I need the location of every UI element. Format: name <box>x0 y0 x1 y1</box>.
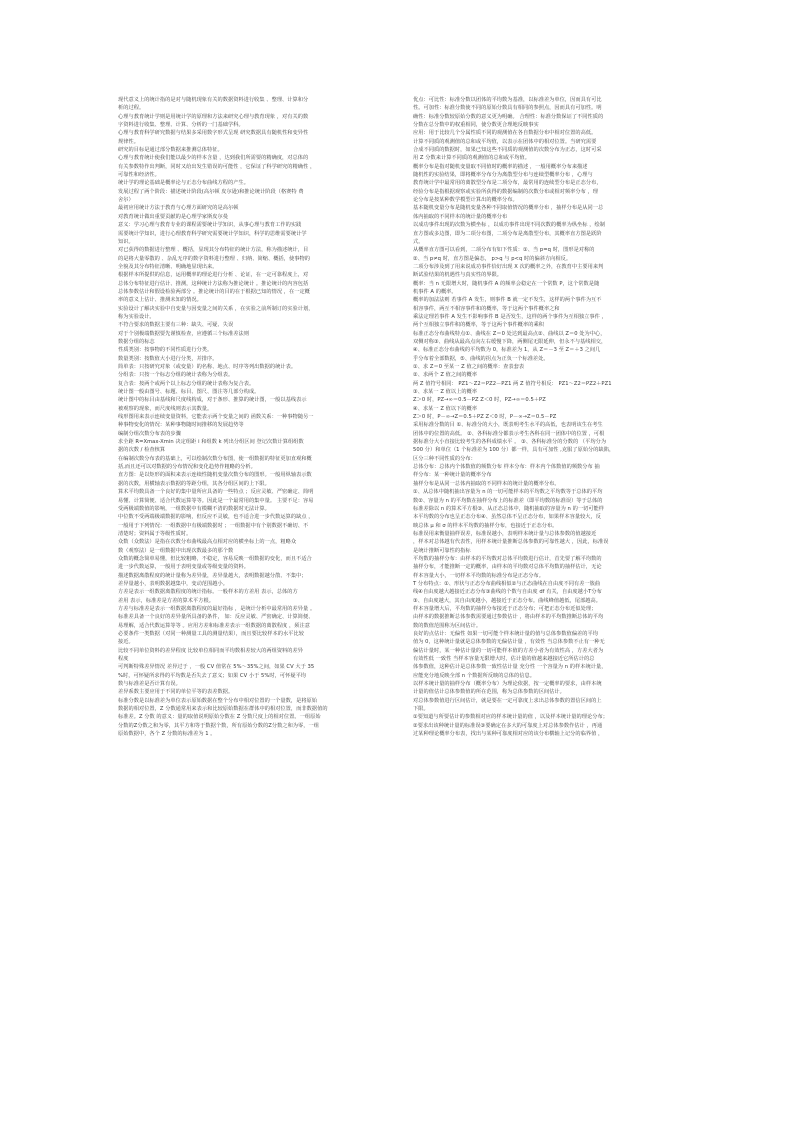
text-line: 标准分数是以标准差为单位表示原始数据在整个分布中相对位置的一个量数，是将原始 <box>118 697 318 704</box>
text-line: 编制分组次数分布表的步骤 <box>118 430 181 437</box>
text-line: ③、自由度越大，其自由度越小，越接近于正态分布。曲线峰值越低，尾部越高。 <box>413 597 602 604</box>
text-line: 总体分布特征进行估计、推测，这种统计方法称为推论统计 。推论统计的内容包括 <box>118 280 309 287</box>
text-line: 性。可加性：标准分数使不同的原始分数具有相同的参照点，因而具有可加性。明 <box>413 105 602 112</box>
text-line: 性质类别：按事物的不同性质进行分类。 <box>118 347 213 354</box>
text-line: ③、求某一 Z 值以上的概率 <box>413 389 478 396</box>
text-line: T 分布特点：①、形状与正态分布曲线相似②与正态曲线在自由度不同有差一簇曲 <box>413 580 601 587</box>
text-line: 计量的值估计总体参数值的所在范围，称为总体参数的区间估计。 <box>413 689 565 696</box>
text-line: 研究的目标是通过部分数据来推测总体特征。 <box>118 147 223 154</box>
text-line: ①、求 Z＝0 至某一 Z 值之间的概率：查表套表 <box>413 364 525 370</box>
text-line: 被观察的现象，而尺度线则表示其数量。 <box>118 405 213 412</box>
text-line: 从概率直方图可以看到，二项分布有如下性质：①、当 p=q 时，图形是对称的 <box>413 247 595 254</box>
text-line: 式。 <box>413 238 424 245</box>
text-line: 统计学的理论基础是概率论与正态分布曲线方程的产生。 <box>118 180 249 187</box>
text-line: 方差与标准差是表示一组数据离散程度的最好指标 ，是统计分析中最常用的差异量 。 <box>118 605 316 612</box>
text-line: 标准正态分布曲线特点①、曲线在 Z＝0 处达到最高点②、曲线以 Z＝0 处为中心， <box>413 330 606 337</box>
text-line: 需要统计学知识，进行心理教育科学研究需要统计学知识，科学的思维需要统计学 <box>118 230 307 237</box>
text-line: 良好的点估计：无偏性 如果一切可能个样本统计量的值与总体参数值偏差的平均 <box>413 631 599 637</box>
text-line: 对于个别极端数据要先谨慎检查，应遵循三个标准差法则 <box>118 330 249 337</box>
text-line: 接近。 <box>118 639 134 646</box>
text-line: 概率：当 n 无限增大时，随机事件 A 的频率会稳定在一个常数 P，这个常数是随 <box>413 280 600 287</box>
text-line: 析的过程。 <box>118 105 145 112</box>
text-line: ②、求两个 Z 值之间的概率 <box>413 372 478 379</box>
text-line: 统计图中的标目由基线和尺度线构成，对于条形、推算的统计图，一般以基线表示 <box>118 397 307 404</box>
text-line: 比较不同单位资料的差异程度 比较单位相同而平均数相差较大的两组资料的差异 <box>118 647 304 654</box>
text-line: 合成不同质的数据时，如果已知这些不同质的观测值的次数分布为正态，这时可采 <box>413 147 602 154</box>
text-line: 心理与教育统计使我们能以最少的样本含量 ，达到我们所需要的精确度，对总体的 <box>118 155 309 162</box>
text-line: 体参数值，这种估计是总体参数一致性估计量 充分性 一个容量为 n 的样本统计量， <box>413 664 607 671</box>
text-line: 映总体 μ 和 σ 的样本平均数的抽样分布，也接近于正态分布。 <box>413 522 558 529</box>
text-line: 应能充分地反映全部 n 个数据所反映的总体的信息。 <box>413 672 535 679</box>
text-line: 概率的加法法则 若事件 A 发生，则事件 B 就一定不发生，这样的两个事件为互不 <box>413 297 602 304</box>
text-line: 求全距 R=Xmax-Xmin 决定组距 i 和组数 k 列出分组区间 登记次数计算组组数 <box>118 439 304 446</box>
text-line: 差用 表示，标准差是方差的算术平方根。 <box>118 597 214 604</box>
text-line: 经验分布是指根据观察或实验所获得的数据编制的次数分布或相对频率分布 ，理 <box>413 188 599 195</box>
text-line: 随机性的实验结果，即将概率分布分为离散型分布与连续型概率分布 ，心理与 <box>413 172 593 179</box>
left-text-column <box>118 96 406 738</box>
text-line: 实验设计了解决实验中自变量与因变量之间的关系 ，在实验之前所制订的实验计划， <box>118 305 314 312</box>
text-line: 二项分布涉及到了用来说成功事件恰好出现 X 次的概率之外，在教育中主要用来判 <box>413 263 604 270</box>
text-line: 体内抽取的不同样本的统计量的概率分布 <box>413 213 508 220</box>
text-line: 心理与教育统计学则是用统计学的原理和方法来研究心理与教育现象 ，对有关的数 <box>118 113 309 120</box>
text-line: 样本容量大小，一切样本平均数的标准分布是正态分布。 <box>413 572 544 579</box>
text-line: 对总体参数值进行区间估计，就是要在一定可靠度上求出总体参数的置信区间的上 <box>413 697 602 704</box>
text-line: 数的数值范围称为区间估计。 <box>413 622 482 629</box>
text-line: 一般用于下列情况：一组数据中有极端数据时 ；一组数据中有个别数据不确切、不 <box>118 522 309 529</box>
text-line: Z＞0 时，P－∞→Z＝0.5＋PZ Z＜0 时，P－∞→Z＝0.5－PZ <box>413 414 557 421</box>
text-line: 是统计推断可靠性的指标 <box>413 547 471 554</box>
text-line: 字资料进行收集、整理、计算、分析的一门基础学科。 <box>118 122 244 129</box>
text-line: 标准误用来衡量抽样误差，标准误越小，表明样本统计量与总体参数的值越接近 <box>413 530 597 537</box>
text-line: 括,而且还可以对数据的分布情况和变化趋势作粗略的分析。 <box>118 464 256 471</box>
text-line: 统计图一般由图号、标题、标目、图尺、图注等几部分构成。 <box>118 389 260 396</box>
text-line: 线④自由度越大越接近正态分布③曲线的个数与自由度 df 有关，自由度越小T分布 <box>413 589 602 596</box>
text-line: 差异量越小，表明数据越集中，变动范围越小。 <box>118 580 228 587</box>
text-line: 可靠性和经济性。 <box>118 172 160 179</box>
text-line: 采用标准分数的目 ①、标准分的大小，既表明考生水平的高低，也表明该生在考生 <box>413 422 603 429</box>
text-line: 数据分组的标志 <box>118 338 155 345</box>
text-line: 率的意义上估计、推测未知的情况。 <box>118 297 202 304</box>
text-line: 复合表：按两个或两个以上标志分组的统计表称为复合表。 <box>118 380 255 387</box>
text-line: 抽样分布是从同一总体内抽取的不同样本的统计量的概率分布。 <box>413 480 560 487</box>
text-line: 受两极端数值的影响，一组数据中有模糊不清的数据时无法计算。 <box>118 505 270 512</box>
text-line: 清楚时；资料属于等级性质时。 <box>118 530 192 537</box>
text-line: 据标准分大小直接比较考生的各科成绩水平 。 ③、各科标准分的分数的 （平均分为 <box>413 439 607 446</box>
text-line: 下限。 <box>413 706 429 713</box>
text-line: 由样本的数据推断总体参数需要通过参数估计 ，将由样本的平均数推断总体的平均 <box>413 614 604 621</box>
text-line: 原始数据中，各个 Z 分数的标准差为 1 。 <box>118 731 216 738</box>
text-line: 总体参数估计和假设检验两部分 。推论统计的目的在于根据已知的情况 ，在一定概 <box>118 288 310 295</box>
text-line: 易懂、计算简便、适合代数运算等等。因此是一个最常用的集中量。 主要不足：容易 <box>118 497 314 504</box>
text-line: 称为实验设计。 <box>118 313 155 320</box>
text-line: 数与标准差是否计算有误。 <box>118 681 181 688</box>
text-line: %时，可怀疑所求得的平均数是否失去了意义；如果 CV 小于 5%时，可怀疑平均 <box>118 672 307 679</box>
text-line: Z＞0 时，PZ→∞＝0.5－PZ Z＜0 时，PZ→∞＝0.5＋PZ <box>413 397 546 404</box>
text-line: 进一步代数运算，一般用于表明变量或等级变量的资料。 <box>118 564 249 571</box>
text-line: 值为 0，这种统计量就是总体参数的无偏估计量 ，有效性 当总体参数不止有一种无 <box>413 639 605 646</box>
text-line: 根据样本所提供的信息，运用概率的理论进行分析 、论证，在一定可靠程度上，对 <box>118 272 309 279</box>
text-line: 标准差。Z 分数 的意义：量的取值说明原始分数在 Z 分数尺度上的相对位置。一组原始 <box>118 714 321 721</box>
text-line: 抽样分布，才能推断一定的概率，由样本的平均数对总体平均数的抽样估计，无论 <box>413 564 602 571</box>
text-line: 线形图用来表示连续变量资料，它能表示两个变量之间的 函数关系：一种事物随另一 <box>118 414 314 421</box>
text-line: 分数的Z分数之和为零，其平方和等于数据个数，所有原始分数的Z分数之和为零，一组 <box>118 722 319 729</box>
text-line: 全貌及其分布特征清晰、明确地显现出来。 <box>118 263 218 270</box>
text-line: ，样本对总体越有代表性，用样本统计量推断总体参数的可靠性越大 ，因此，标准误 <box>413 539 609 546</box>
text-line: 过某种理论概率分布表，找出与某种可靠度相对应的该分布横轴上记分的临界值 ， <box>413 731 604 738</box>
text-line: 舍尔） <box>118 197 134 204</box>
text-line: 规律性。 <box>118 138 139 145</box>
text-line: 教育统计学中最常用的离散型分布是二项分布，最常用的连续型分布是正态分布， <box>413 180 602 187</box>
text-line: 用 Z 分数来计算不同质的观测值的总和或平均值。 <box>413 155 530 162</box>
right-text-column <box>413 96 701 738</box>
text-line: 不符合要求的数据主要有三种：缺失、可疑、失误 <box>118 322 234 329</box>
text-line: 必要条件一类数据（对同一种测量工具的测量结果），而且要比较样本的水平比较 <box>118 631 304 637</box>
text-line: 心理与教育科学研究数据与结果多采用数字形式呈现 研究数据具有随机性和变异性 <box>118 130 309 137</box>
text-line: 程度 <box>118 656 129 663</box>
text-line: 论分布是按某种数学模型计算出的概率分布。 <box>413 197 518 204</box>
text-line: 差异系数主要应用于不同的单位平等的表差数据。 <box>118 689 234 696</box>
text-line: 算术平均数具备一个良好的集中量所应具备的一些特点 ；反应灵敏、严密确定、简明 <box>118 489 314 496</box>
text-line: 在编制次数分布表的基础上，可以绘制次数分布图，使一组数据的特征更加直观和概 <box>118 455 312 462</box>
text-line: 优点：可比性：标准分数以团体的平均数为基准，以标准差为单位，因而具有可比 <box>413 97 602 103</box>
text-line: 数（观察法）是一组数据中出现次数最多的那个数 <box>118 547 234 554</box>
text-line: 乎分布着全部数据，⑤、曲线的拐点为正负一个标准差处。 <box>413 355 549 362</box>
text-line: 乘法定理若事件 A 发生不影响事件 B 是否发生，这样的两个事件为互相独立事件 ， <box>413 313 607 320</box>
text-line: 断试验结果的机遇性与真实性的界限。 <box>413 272 503 279</box>
text-line: 直方图或多边图，即为二项分布图，二项分布是离散型分布，其概率直方图是跃阶 <box>413 230 602 237</box>
text-line: 区分三种不同性质的分布： <box>413 455 476 462</box>
text-line: 偏估计量时，某一种估计量的一切可能样本值的方差小者为有效性高 ，方差大者为 <box>413 647 604 654</box>
text-line: 两个互相独立事件积的概率，等于这两个事件概率的乘积 <box>413 322 544 329</box>
text-line: ④、标准正态分布曲线的平均数为 0，标准差为 1，从 Z＝－3 至 Z＝＋3 之间几 <box>413 347 601 354</box>
text-line: 概率分布是指对随机变量取不同值时的概率的描述 ，一般用概率分布来描述 <box>413 163 588 170</box>
text-line: 分组表：只按一个标志分组的统计表称为分组表。 <box>118 372 234 379</box>
text-line: 样本容量增大后，平均数的抽样分布接近于正态分布；可把正态分布近似处理； <box>413 605 597 612</box>
text-line: 确性：标准分数较原始分数的意义更为明确。 合理性：标准分数保证了不同性质的 <box>413 113 604 120</box>
text-line: 简单表：只按研究对象（或变量）的名称、地点、时序等列出数据的统计表。 <box>118 364 297 370</box>
text-line: 应用：用于比较几个分属性质不同的观测值在各自数据分布中相对位置的高低。 <box>413 130 597 137</box>
text-line: 双侧对称③、曲线从最高点向左右缓慢下降，两侧尾无限延伸，但永不与基线相交， <box>413 338 607 345</box>
text-line: 众数（众数法）是指在次数分布曲线最高点相对应的横坐标上的一点，粗略众 <box>118 539 297 546</box>
text-line: 总体分布：总体内个体数值的频数分布 样本分布：样本内个体数值的频数分布 抽 <box>413 464 600 471</box>
text-line: 众数的概念简单易懂，但比较粗略，不稳定，容易反映一组数据的变化，而且不适合 <box>118 555 312 562</box>
text-line: 有效性低 一致性 当样本容量无限增大时，估计量的值越来越接近它所估计的总 <box>413 656 595 663</box>
text-line: 描述数据离散程度的统计量称为差异量，差异量越大，表明数据越分散、不集中； <box>118 572 307 579</box>
text-line: 直方图：是以矩形的面积来表示连续性随机变量次数分布的图形。一般用纵轴表示数 <box>118 472 312 479</box>
text-line: 基本随机变量分布是随机变量各种不同取值情况的概率分布 ，抽样分布是从同一总 <box>413 205 604 212</box>
text-line: 中位数不受两端极端数据的影响，但反应不灵敏，也不适合进一步代数运算的缺点 ， <box>118 514 314 521</box>
text-line: 分数在总分数中的权重相同，使分数更合理地反映事实 <box>413 122 539 129</box>
text-line: 以样本统计量的抽样分布（概率分布）为理论依据，按一定概率的要求，由样本统 <box>413 681 602 688</box>
text-line: 数②、容量为 n 的平均数在抽样分布上的标准差（即平均数的标准误）等于总体的 <box>413 497 603 504</box>
text-line: 的是将大量零散的 、杂乱无序的数字资料进行整理 、归纳、简缩、概括，使事物的 <box>118 255 310 262</box>
text-line: 数据的相对位置，Z 分数通常用来表示和比较原始数据在群体中的相对位置，而非数据值的 <box>118 706 328 713</box>
text-line: 平均数的抽样分布：由样本的平均数对总体平均数进行估计，首先要了解平均数的 <box>413 555 602 562</box>
text-line: 有关参数特作出判断，同时又给出发生错误的可能性 ，它保证了科学研究的精确性 ， <box>118 163 316 170</box>
text-line: 现代意义上的统计指的是对与随机现象有关的数据资料进行收集 、整理、计算和分 <box>118 97 309 103</box>
text-line: 团体中的位置的高低。 ②、各科标准分都表示考生各科在同一团体中的位置 ，可根 <box>413 430 605 437</box>
text-line: 数量类别：按数值大小进行分类，并排序。 <box>118 355 218 362</box>
text-line: ①、从总体中随机抽出容量为 n 的一切可能样本的平均数之平均数等于总体的平均 <box>413 489 603 496</box>
text-line: 样分布：某一种统计量的概率分布 <box>413 472 492 479</box>
text-line: 最初应用统计方法于教育与心理方面研究的是高尔顿 <box>118 205 239 212</box>
text-line: ②、当 p≠q 时，直方图是偏态， p>q 与 p<q 时的偏斜方向相反。 <box>413 255 572 262</box>
text-line: 据的次数，用横轴表示数据的等距分组，其各分组区间的上下限。 <box>118 480 270 487</box>
text-line: 标准差除以 n 的算术平方根③、从正态总体中，随机抽取的容量为 n 的一切可能样 <box>413 505 605 512</box>
text-line: 易理解，适合代数运算等等 。应用方差和标准差表示一组数据的离散程度 ，须注意 <box>118 622 310 629</box>
text-line: 发展过程了两个阶段：描述统计阶段(高尔顿 皮尔逊)和推论统计阶段（格赛特 费 <box>118 188 304 195</box>
text-line: 知识。 <box>118 238 134 245</box>
text-line: 两 Z 值符号相同： PZ1～Z2＝PZ2－PZ1 两 Z 值符号相反： PZ1～Z2＝PZ2＋PZ1 <box>413 380 612 387</box>
text-line: 500 分）和单位（1 个标准差为 100 分）都一样，具有可加性 ,克服了原始分的缺陷， <box>413 447 615 454</box>
text-line: 相容事件，两互不相容事件和的概率，等于这两个事件概率之和 <box>413 305 560 312</box>
text-line: ②要求出该种统计量的标准误③要确定在多大的可靠度上对总体参数作估计 ，再通 <box>413 722 603 729</box>
text-line: 方差是表示一组数据离散程度的统计指标。一般样本的方差用 表示，总体的方 <box>118 589 298 596</box>
text-line: 对教育统计做出重要贡献的是心理学家斯皮尔曼 <box>118 213 228 220</box>
text-line: 以成功事件出现的次数为横坐标 ，以成功事件出现不同次数的概率为纵坐标 ，绘制 <box>413 222 605 229</box>
text-line: 意义：学习心理与教育专业的课程需要统计学知识，从事心理与教育工作的实践 <box>118 222 302 229</box>
text-line: 可判断特殊差异情况 差异过于 ，一般 CV 值常在 5%～35%之间，如果 CV 大于 35 <box>118 664 315 671</box>
text-line: 机事件 A 的概率。 <box>413 288 457 295</box>
text-line: 本平均数的分布也呈正态分布④、虽然总体不呈正态分布，如果样本容量较大，反 <box>413 514 602 521</box>
text-line: 计算不同质的观测值的总和或平均值，以表示在团体中的相对位置。当研究需要 <box>413 138 597 145</box>
text-line: 对已获得的数据进行整理 、概括，显现其分布特征的统计方法，称为描述统计，目 <box>118 247 309 254</box>
text-line: ①要知道与所要估计的参数相对应的样本统计量的值 ，以及样本统计量的理论分布； <box>413 714 608 721</box>
text-line: ④、求某一 Z 值以下的概率 <box>413 405 478 412</box>
text-line: 种事物变化的情况：某种事物随时间推移的发展趋势等 <box>118 422 244 429</box>
text-line: 标准差具备一个良好的差异量所具备的条件， 如：反应灵敏、严密确定、计算简便、 <box>118 614 314 621</box>
text-line: 据的次数 / 检查核算 <box>118 447 166 454</box>
